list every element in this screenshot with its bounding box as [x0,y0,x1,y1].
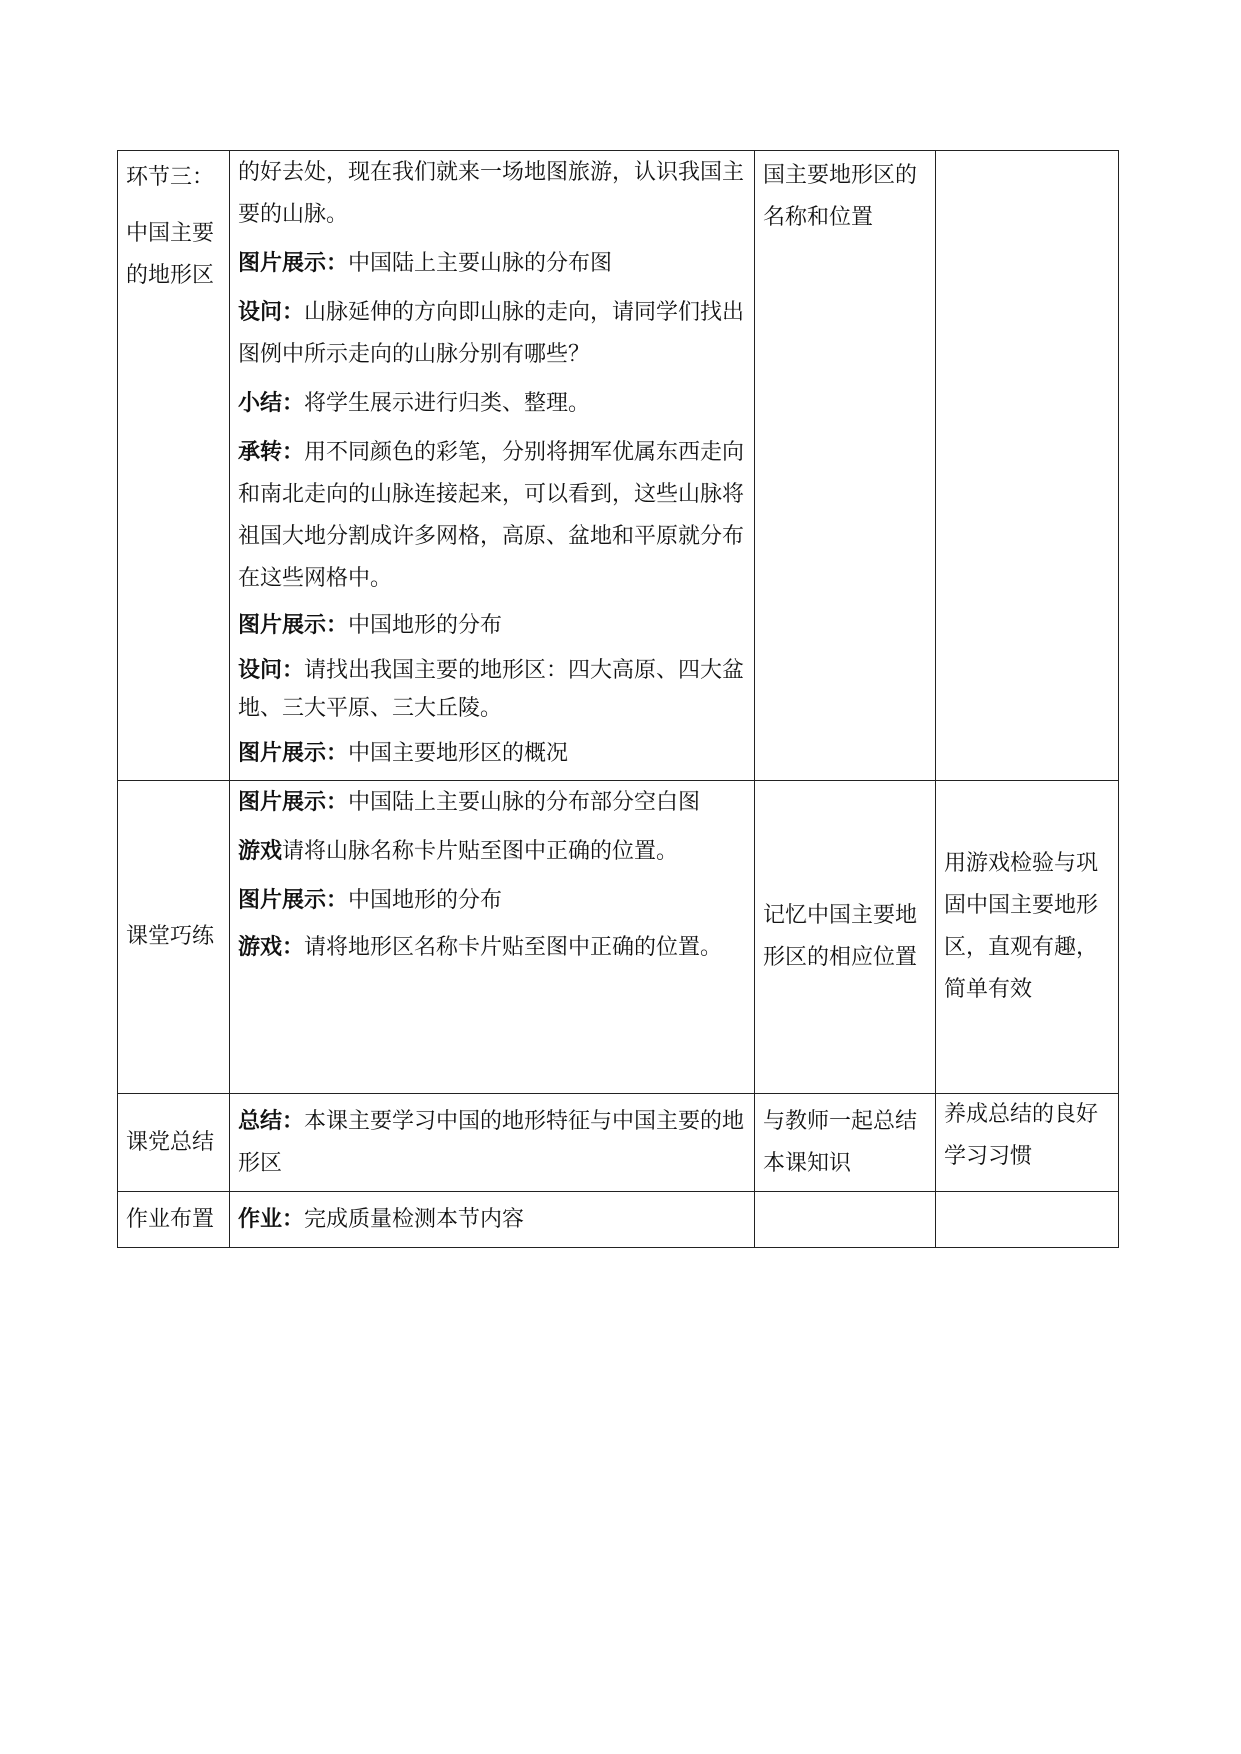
stage-label: 的地形区 [126,263,215,288]
stage-label: 课堂巧练 [126,924,215,949]
teacher-activity-cell [230,1192,755,1248]
activity-paragraph [238,734,746,773]
activity-text: 中国主要地形区的概况 [348,741,569,766]
design-intent-text: 养成总结的良好学习习惯 [944,1102,1099,1169]
table-row [118,151,1119,781]
design-intent-cell [936,781,1119,1094]
student-activity-cell [755,1094,936,1192]
table-row [118,781,1119,1094]
activity-text: 请将地形区名称卡片贴至图中正确的位置。 [304,935,723,960]
activity-paragraph [238,928,746,967]
design-intent-cell [936,1192,1119,1248]
activity-paragraph [238,879,746,922]
activity-label: 设问： [238,657,305,683]
activity-paragraph [238,1198,746,1241]
activity-paragraph [238,151,746,236]
student-activity-cell [755,781,936,1094]
activity-text: 中国地形的分布 [348,888,503,913]
activity-text: 中国陆上主要山脉的分布部分空白图 [348,790,701,815]
activity-text: 请找出我国主要的地形区：四大高原、四大盆地、三大平原、三大丘陵。 [238,658,745,721]
stage-cell [118,151,230,781]
student-activity-text: 国主要地形区的名称和位置 [763,163,918,230]
activity-label: 设问： [238,299,305,325]
activity-paragraph [238,830,746,873]
activity-text: 用不同颜色的彩笔，分别将拥军优属东西走向和南北走向的山脉连接起来，可以看到，这些山脉将祖国大地分割成许多网格，高原、盆地和平原就分布在这些网格中。 [238,440,745,591]
table-row [118,1192,1119,1248]
activity-label: 图片展示： [238,250,349,276]
activity-label: 图片展示： [238,887,349,913]
stage-cell [118,1192,230,1248]
student-activity-text: 记忆中国主要地形区的相应位置 [763,903,918,970]
design-intent-cell [936,151,1119,781]
activity-text: 本课主要学习中国的地形特征与中国主要的地形区 [238,1109,745,1176]
activity-label: 游戏： [238,934,305,960]
activity-paragraph [238,242,746,285]
stage-label: 作业布置 [126,1206,215,1232]
design-intent-cell [936,1094,1119,1192]
activity-label: 总结： [238,1108,305,1134]
activity-text: 中国陆上主要山脉的分布图 [348,251,613,276]
activity-text: 的好去处，现在我们就来一场地图旅游，认识我国主要的山脉。 [238,160,745,227]
activity-paragraph [238,1100,746,1185]
activity-paragraph [238,606,746,645]
activity-paragraph [238,781,746,824]
student-activity-text: 与教师一起总结本课知识 [763,1108,918,1176]
stage-label: 中国主要 [126,221,215,246]
table-row [118,1094,1119,1192]
activity-label: 图片展示： [238,740,349,766]
activity-label: 小结： [238,390,305,416]
stage-label: 环节三： [126,165,215,190]
activity-label: 作业： [238,1206,305,1232]
activity-text: 山脉延伸的方向即山脉的走向，请同学们找出图例中所示走向的山脉分别有哪些？ [238,300,745,367]
activity-paragraph [238,431,746,600]
stage-label: 课党总结 [126,1129,215,1155]
activity-paragraph [238,291,746,376]
stage-cell [118,781,230,1094]
student-activity-cell [755,151,936,781]
activity-paragraph [238,651,746,728]
activity-paragraph [238,382,746,425]
teacher-activity-cell [230,151,755,781]
lesson-plan-table [117,150,1119,1248]
design-intent-text: 用游戏检验与巩固中国主要地形区，直观有趣，简单有效 [944,851,1099,1002]
activity-text: 将学生展示进行归类、整理。 [304,391,591,416]
stage-cell [118,1094,230,1192]
activity-text: 完成质量检测本节内容 [304,1207,525,1232]
activity-text: 中国地形的分布 [348,613,503,638]
activity-label: 游戏 [238,838,283,864]
teacher-activity-cell [230,781,755,1094]
student-activity-cell [755,1192,936,1248]
activity-label: 图片展示： [238,612,349,638]
teacher-activity-cell [230,1094,755,1192]
activity-label: 承转： [238,439,305,465]
activity-label: 图片展示： [238,789,349,815]
activity-text: 请将山脉名称卡片贴至图中正确的位置。 [282,839,679,864]
